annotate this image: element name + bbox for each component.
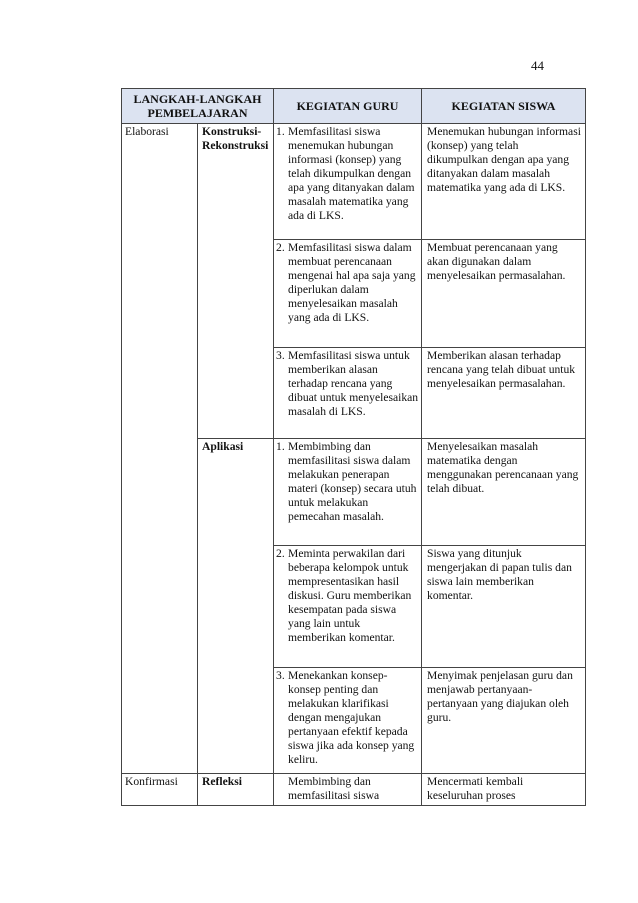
- guru-cell: [274, 439, 422, 546]
- guru-text: Membimbing dan memfasilitasi siswa: [288, 775, 380, 802]
- siswa-cell: Menyelesaikan masalah matematika dengan menggunakan perencanaan yang telah dibuat.: [422, 439, 586, 546]
- siswa-cell: Mencermati kembali keseluruhan proses: [422, 774, 586, 806]
- guru-text: Menekankan konsep-konsep penting dan melakukan klarifikasi dengan mengajukan pertanyaan efektif kepada siswa jika ada konsep yang keliru.: [288, 669, 415, 766]
- guru-text: Meminta perwakilan dari beberapa kelompok untuk mempresentasikan hasil diskusi. Guru memberikan kesempatan pada siswa yang lain untuk memberikan komentar.: [288, 547, 412, 644]
- guru-text: Memfasilitasi siswa menemukan hubungan informasi (konsep) yang telah dikumpulkan dengan apa yang ditanyakan dalam masalah matematika yang ada di LKS.: [288, 125, 415, 222]
- guru-cell: [274, 774, 422, 806]
- table-row: [122, 124, 586, 240]
- item-number: 2.: [276, 547, 285, 560]
- item-number: 1.: [276, 440, 285, 453]
- table-row: [122, 774, 586, 806]
- header-kegiatan-siswa: KEGIATAN SISWA: [422, 89, 586, 124]
- guru-cell: [274, 124, 422, 240]
- guru-text: Memfasilitasi siswa dalam membuat perencanaan mengenai hal apa saja yang diperlukan dalam menyelesaikan masalah yang ada di LKS.: [288, 241, 416, 324]
- header-langkah: LANGKAH-LANGKAH PEMBELAJARAN: [122, 89, 274, 124]
- item-number: 2.: [276, 241, 285, 254]
- table-header-row: [122, 89, 586, 124]
- header-kegiatan-guru: KEGIATAN GURU: [274, 89, 422, 124]
- substep-cell: Refleksi: [198, 774, 274, 806]
- siswa-cell: Menyimak penjelasan guru dan menjawab pertanyaan-pertanyaan yang diajukan oleh guru.: [422, 668, 586, 774]
- step-cell: Konfirmasi: [122, 774, 198, 806]
- guru-cell: [274, 668, 422, 774]
- siswa-cell: Membuat perencanaan yang akan digunakan dalam menyelesaikan permasalahan.: [422, 240, 586, 348]
- guru-cell: [274, 240, 422, 348]
- step-cell: Elaborasi: [122, 124, 198, 774]
- guru-text: Memfasilitasi siswa untuk memberikan alasan terhadap rencana yang dibuat untuk menyelesaikan masalah di LKS.: [288, 349, 419, 418]
- guru-cell: [274, 348, 422, 439]
- guru-cell: [274, 546, 422, 668]
- item-number: 3.: [276, 349, 285, 362]
- siswa-cell: Menemukan hubungan informasi (konsep) yang telah dikumpulkan dengan apa yang ditanyakan dalam masalah matematika yang ada di LKS.: [422, 124, 586, 240]
- page-number: 44: [531, 58, 544, 73]
- siswa-cell: Siswa yang ditunjuk mengerjakan di papan tulis dan siswa lain memberikan komentar.: [422, 546, 586, 668]
- item-number: 1.: [276, 125, 285, 138]
- guru-text: Membimbing dan memfasilitasi siswa dalam melakukan penerapan materi (konsep) secara utuh untuk melakukan pemecahan masalah.: [288, 440, 417, 523]
- substep-cell: Aplikasi: [198, 439, 274, 774]
- lesson-steps-table: [121, 88, 586, 806]
- siswa-cell: Memberikan alasan terhadap rencana yang telah dibuat untuk menyelesaikan permasalahan.: [422, 348, 586, 439]
- substep-cell: Konstruksi-Rekonstruksi: [198, 124, 274, 439]
- item-number: 3.: [276, 669, 285, 682]
